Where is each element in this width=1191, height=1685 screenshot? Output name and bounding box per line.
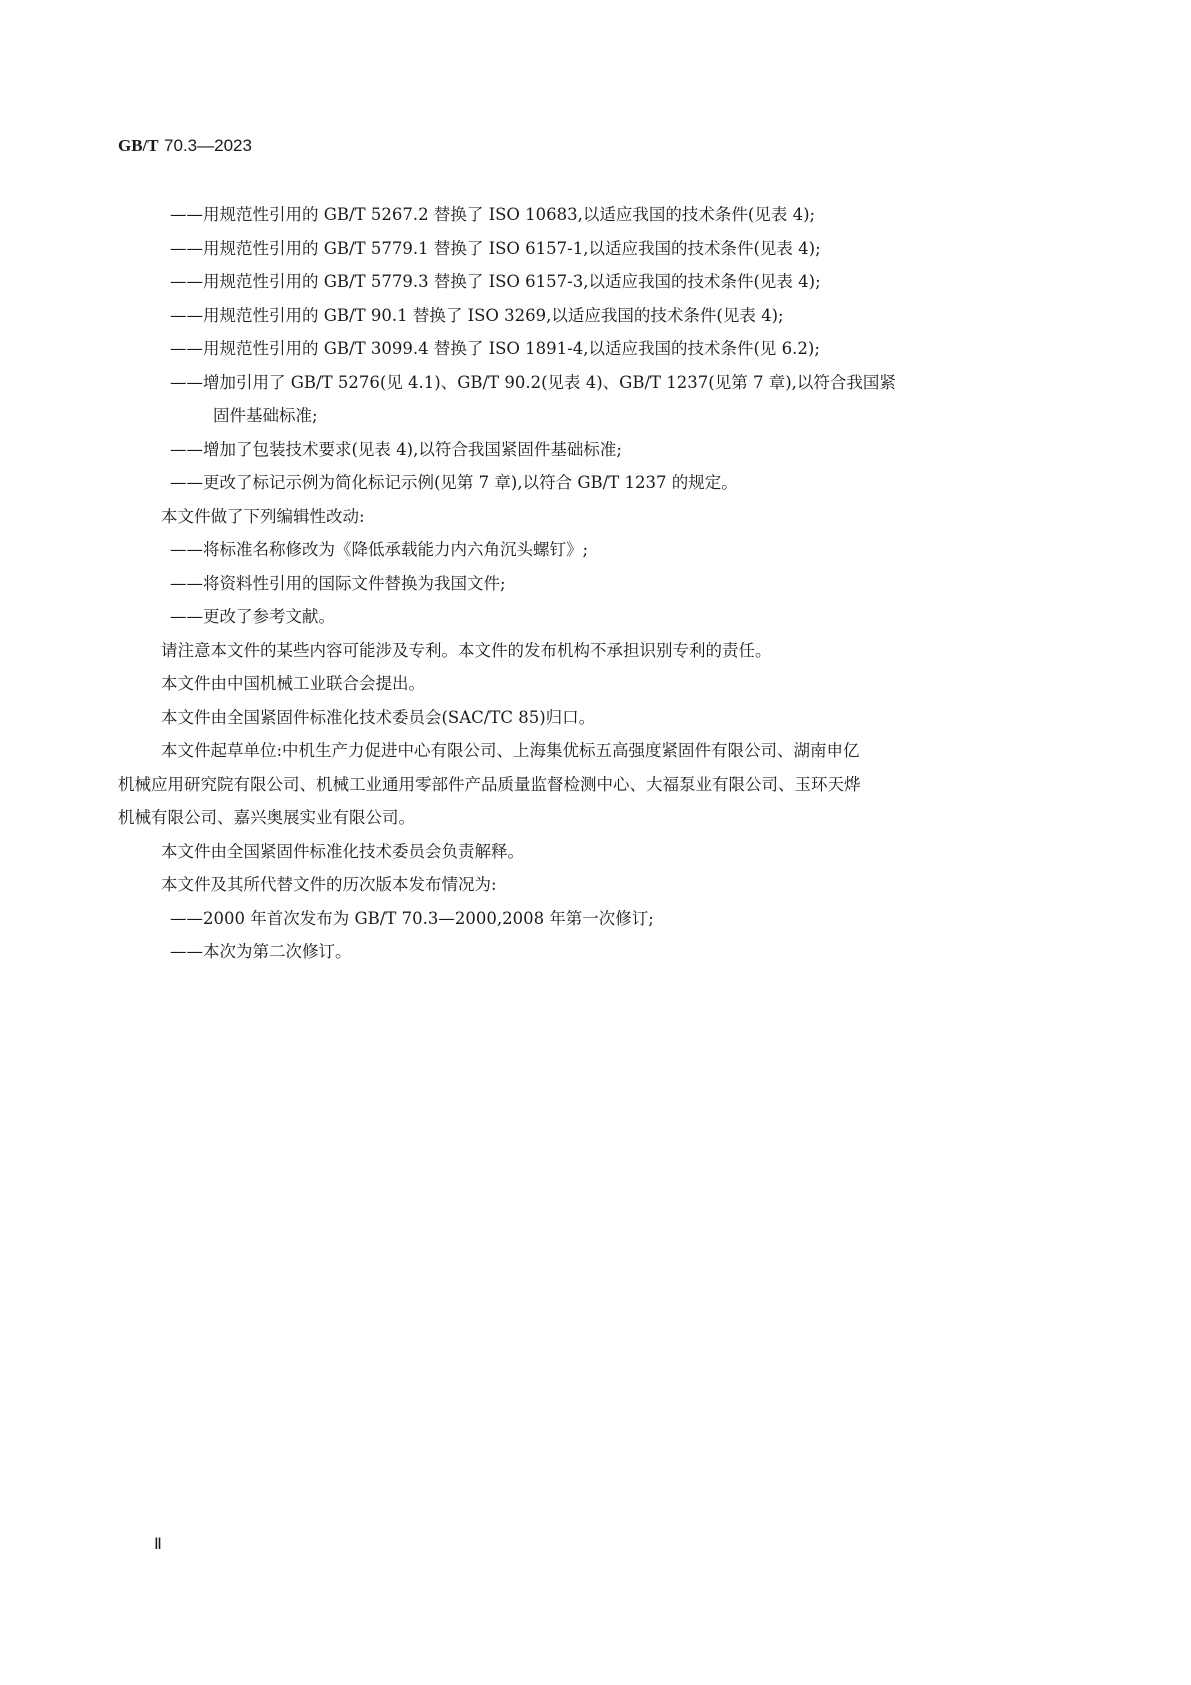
standard-code: GB/T — [118, 136, 159, 155]
list-item: 固件基础标准; — [213, 406, 318, 425]
list-item: ——将资料性引用的国际文件替换为我国文件; — [170, 573, 506, 593]
paragraph-line: 机械有限公司、嘉兴奥展实业有限公司。 — [118, 808, 415, 827]
paragraph-line: 请注意本文件的某些内容可能涉及专利。本文件的发布机构不承担识别专利的责任。 — [161, 640, 772, 660]
page-number: Ⅱ — [154, 1536, 162, 1553]
list-item: ——本次为第二次修订。 — [170, 942, 352, 961]
list-item: ——用规范性引用的 GB/T 3099.4 替换了 ISO 1891-4,以适应我国的技术条件(见 6.2); — [170, 339, 820, 358]
list-item: ——用规范性引用的 GB/T 5779.3 替换了 ISO 6157-3,以适应我国的技术条件(见表 4); — [170, 272, 821, 291]
paragraph-line: 本文件起草单位:中机生产力促进中心有限公司、上海集优标五高强度紧固件有限公司、湖南申亿 — [161, 741, 860, 760]
list-item: ——2000 年首次发布为 GB/T 70.3—2000,2008 年第一次修订; — [170, 908, 654, 928]
paragraph-line: 机械应用研究院有限公司、机械工业通用零部件产品质量监督检测中心、大福泵业有限公司、玉环天烨 — [118, 774, 861, 794]
list-item: ——用规范性引用的 GB/T 5779.1 替换了 ISO 6157-1,以适应我国的技术条件(见表 4); — [170, 238, 821, 258]
document-header — [118, 136, 252, 156]
list-item: ——将标准名称修改为《降低承载能力内六角沉头螺钉》; — [170, 540, 589, 559]
list-item: ——增加了包装技术要求(见表 4),以符合我国紧固件基础标准; — [170, 439, 622, 459]
paragraph-line: 本文件及其所代替文件的历次版本发布情况为: — [161, 875, 497, 894]
list-item: ——增加引用了 GB/T 5276(见 4.1)、GB/T 90.2(见表 4)、GB/T 1237(见第 7 章),以符合我国紧 — [170, 372, 896, 392]
list-item: ——用规范性引用的 GB/T 90.1 替换了 ISO 3269,以适应我国的技术条件(见表 4); — [170, 305, 784, 325]
standard-number: 70.3—2023 — [164, 136, 252, 155]
document-body — [118, 198, 1064, 969]
list-item: ——用规范性引用的 GB/T 5267.2 替换了 ISO 10683,以适应我国的技术条件(见表 4); — [170, 205, 816, 224]
paragraph-line: 本文件由全国紧固件标准化技术委员会负责解释。 — [161, 841, 524, 861]
list-item: ——更改了参考文献。 — [170, 607, 335, 626]
paragraph-line: 本文件做了下列编辑性改动: — [161, 506, 365, 526]
paragraph-line: 本文件由全国紧固件标准化技术委员会(SAC/TC 85)归口。 — [161, 707, 596, 727]
list-item: ——更改了标记示例为简化标记示例(见第 7 章),以符合 GB/T 1237 的规定。 — [170, 473, 738, 492]
paragraph-line: 本文件由中国机械工业联合会提出。 — [161, 674, 425, 693]
